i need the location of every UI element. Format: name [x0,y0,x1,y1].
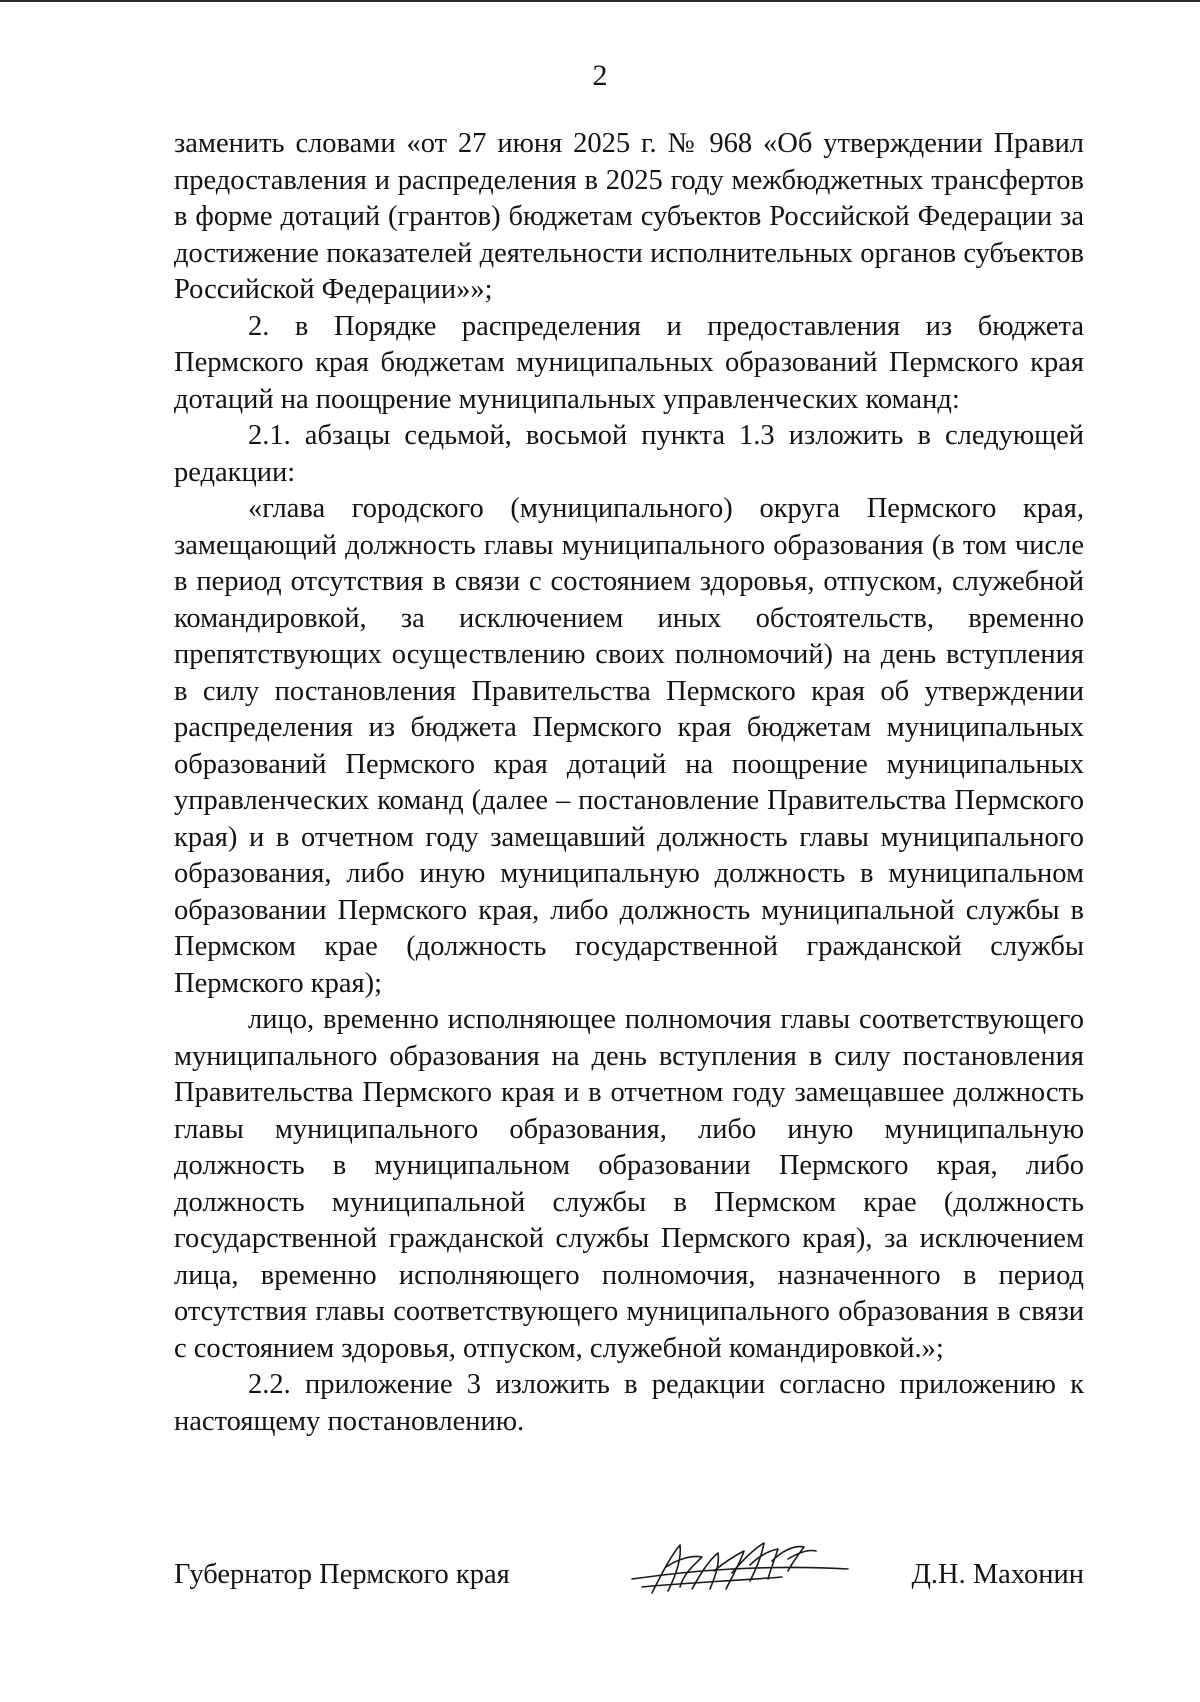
signer-position: Губернатор Пермского края [174,1559,510,1590]
paragraph-quoted-head-definition: «глава городского (муниципального) округа Пермского края, замещающий должность главы муниципального образования (в том числе в период отсутствия в связи с состоянием здоровья, отпуском, служебной командировкой, за исключением иных обстоятельств, временно препятствующих осуществлению своих полномочий) на день вступления в силу постановления Правительства Пермского края об утверждении распределения из бюджета Пермского края бюджетам муниципальных образований Пермского края дотаций на поощрение муниципальных управленческих команд (далее – постановление Правительства Пермского края) и в отчетном году замещавший должность главы муниципального образования, либо иную муниципальную должность в муниципальном образовании Пермского края, либо должность муниципальной службы в Пермском крае (должность государственной гражданской службы Пермского края); [174,493,1084,999]
document-body [174,126,1084,1440]
page-top-edge [0,0,1200,2]
handwritten-signature [622,1531,852,1607]
paragraph-replacement-wording: заменить словами «от 27 июня 2025 г. № 968 «Об утверждении Правил предоставления и распределения в 2025 году межбюджетных трансфертов в форме дотаций (грантов) бюджетам субъектов Российской Федерации за достижение показателей деятельности исполнительных органов субъектов Российской Федерации»»; [174,128,1084,305]
page-number: 2 [592,59,608,92]
signature-block [174,1545,1084,1615]
paragraph-item-2: 2. в Порядке распределения и предоставления из бюджета Пермского края бюджетам муниципальных образований Пермского края дотаций на поощрение муниципальных управленческих команд: [174,310,1084,415]
paragraph-quoted-acting-head-definition: лицо, временно исполняющее полномочия главы соответствующего муниципального образования на день вступления в силу постановления Правительства Пермского края и в отчетном году замещавшее должность главы муниципального образования, либо иную муниципальную должность в муниципальном образовании Пермского края, либо должность муниципальной службы в Пермском крае (должность государственной гражданской службы Пермского края), за исключением лица, временно исполняющего полномочия, назначенного в период отсутствия главы соответствующего муниципального образования в связи с состоянием здоровья, отпуском, служебной командировкой.»; [174,1004,1084,1364]
signer-name: Д.Н. Махонин [911,1559,1084,1590]
paragraph-item-2-2: 2.2. приложение 3 изложить в редакции согласно приложению к настоящему постановлению. [174,1369,1084,1437]
paragraph-item-2-1: 2.1. абзацы седьмой, восьмой пункта 1.3 изложить в следующей редакции: [174,420,1084,488]
